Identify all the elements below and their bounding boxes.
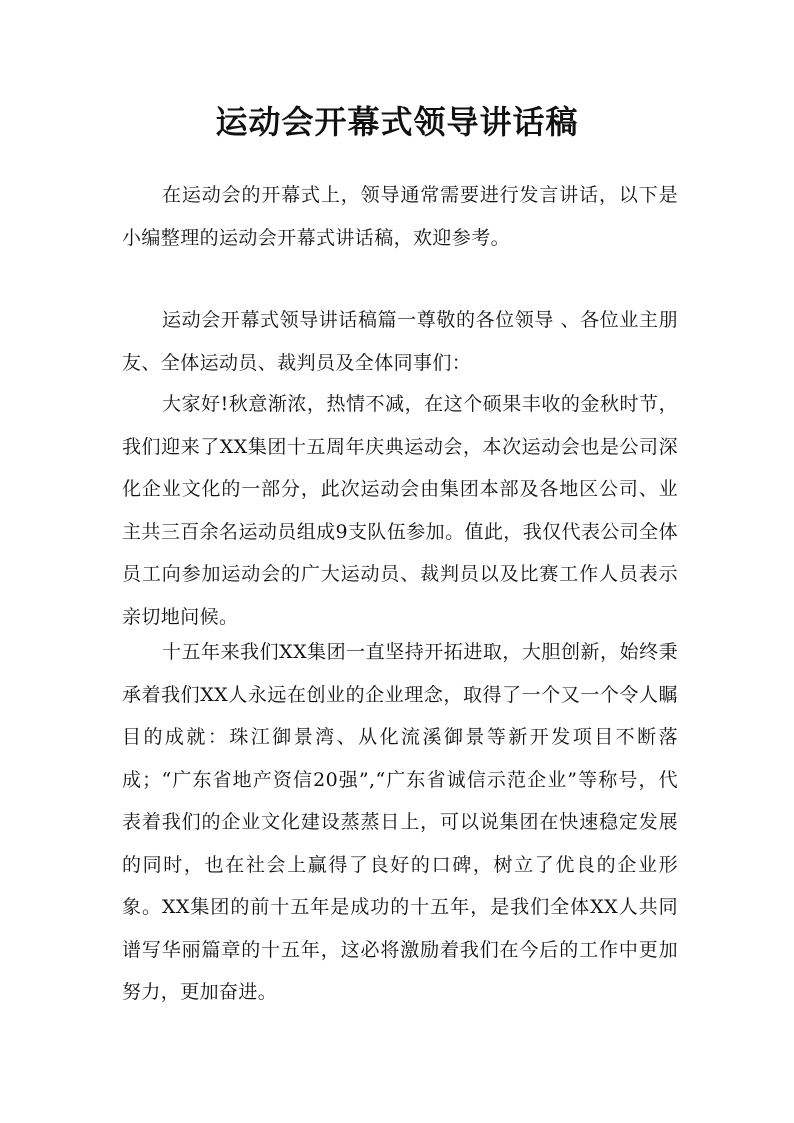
document-title: 运动会开幕式领导讲话稿 [215, 103, 579, 141]
body-paragraph: 十五年来我们XX集团一直坚持开拓进取，大胆创新，始终秉承着我们XX人永远在创业的企业理念，取得了一个又一个令人瞩目的成就：珠江御景湾、从化流溪御景等新开发项目不断落成；“广东省地产资信20强”,“广东省诚信示范企业”等称号，代表着我们的企业文化建设蒸蒸日上，可以说集团在快速稳定发展的同时，也在社会上赢得了良好的口碑，树立了优良的企业形象。XX集团的前十五年是成功的十五年，是我们全体XX人共同谱写华丽篇章的十五年，这必将激励着我们在今后的工作中更加努力，更加奋进。 [122, 641, 678, 1003]
intro-paragraph: 在运动会的开幕式上，领导通常需要进行发言讲话，以下是小编整理的运动会开幕式讲话稿，欢迎参考。 [122, 184, 678, 249]
body-paragraph: 大家好!秋意渐浓，热情不减，在这个硕果丰收的金秋时节，我们迎来了XX集团十五周年庆典运动会，本次运动会也是公司深化企业文化的一部分，此次运动会由集团本部及各地区公司、业主共三百余名运动员组成9支队伍参加。值此，我仅代表公司全体员工向参加运动会的广大运动员、裁判员以及比赛工作人员表示亲切地问候。 [122, 393, 678, 628]
salutation-paragraph: 运动会开幕式领导讲话稿篇一尊敬的各位领导 、各位业主朋友、全体运动员、裁判员及全体同事们： [122, 309, 678, 374]
